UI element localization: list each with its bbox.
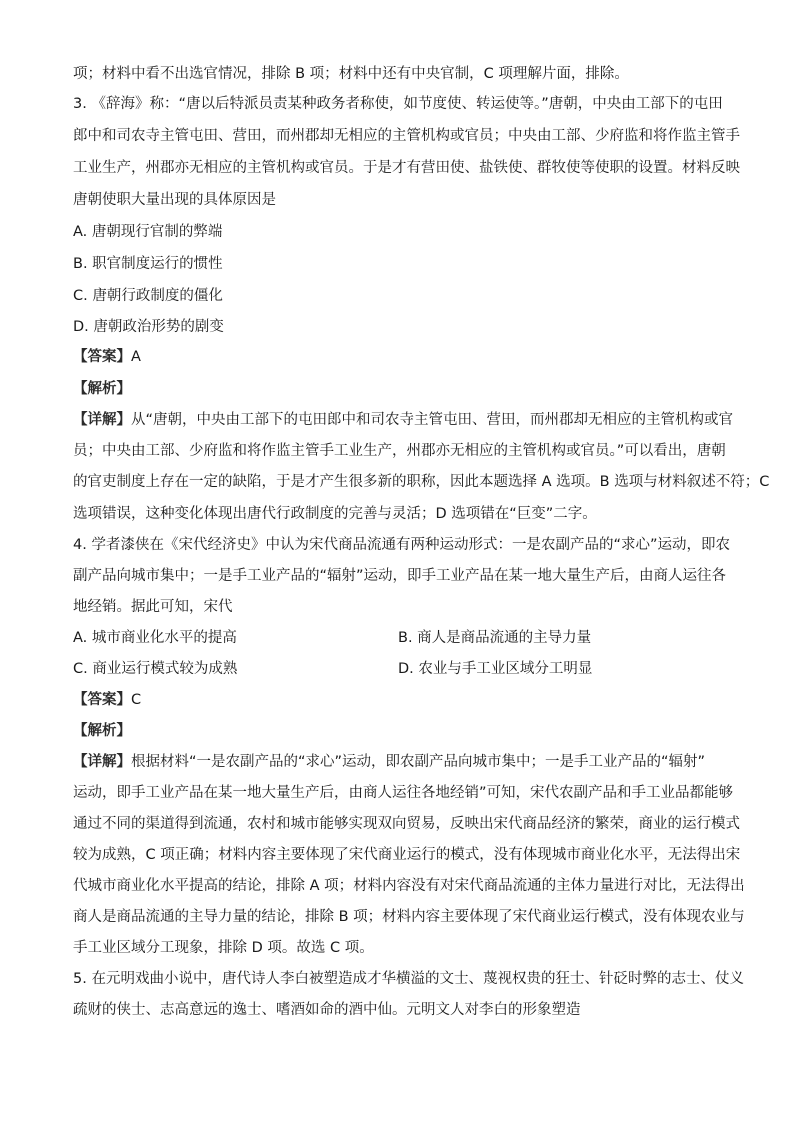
q3-option-a: A. 唐朝现行官制的弊端 bbox=[73, 224, 223, 240]
detail-label: 【详解】 bbox=[73, 754, 131, 770]
q5-stem-line-2: 疏财的侠士、志高意远的逸士、嗜酒如命的酒中仙。元明文人对李白的形象塑造 bbox=[73, 1002, 581, 1018]
q4-explanation-line-5: 代城市商业化水平提高的结论，排除 A 项；材料内容没有对宋代商品流通的主体力量进行对比，无法得出 bbox=[73, 878, 745, 894]
q3-stem-line-3: 工业生产，州郡亦无相应的主管机构或官员。于是才有营田使、盐铁使、群牧使等使职的设置。材料反映 bbox=[73, 160, 740, 176]
answer-label: 【答案】 bbox=[73, 692, 131, 708]
q3-explanation-line-4: 选项错误，这种变化体现出唐代行政制度的完善与灵活；D 选项错在“巨变”二字。 bbox=[73, 506, 597, 522]
q5-stem-line-1: 5. 在元明戏曲小说中，唐代诗人李白被塑造成才华横溢的文士、蔑视权贵的狂士、针砭时弊的志士、仗义 bbox=[73, 971, 744, 987]
q4-stem-line-3: 地经销。据此可知，宋代 bbox=[73, 599, 233, 615]
q4-explanation-line-7: 手工业区域分工现象，排除 D 项。故选 C 项。 bbox=[73, 940, 374, 956]
q3-option-d: D. 唐朝政治形势的剧变 bbox=[73, 319, 224, 335]
q4-option-a: A. 城市商业化水平的提高 bbox=[73, 630, 237, 646]
q3-stem-line-2: 郎中和司农寺主管屯田、营田，而州郡却无相应的主管机构或官员；中央由工部、少府监和将作监主管手 bbox=[73, 128, 740, 144]
q3-option-b: B. 职官制度运行的惯性 bbox=[73, 256, 223, 272]
q4-option-c: C. 商业运行模式较为成熟 bbox=[73, 661, 238, 677]
q4-explanation-line-2: 运动，即手工业产品在某一地大量生产后，由商人运往各地经销”可知，宋代农副产品和手工业品都能够 bbox=[73, 785, 734, 801]
q4-explanation-line-6: 商人是商品流通的主导力量的结论，排除 B 项；材料内容主要体现了宋代商业运行模式，没有体现农业与 bbox=[73, 909, 745, 925]
q4-explanation-line-1: 【详解】根据材料“一是农副产品的“求心”运动，即农副产品向城市集中；一是手工业产品的“辐射” bbox=[73, 754, 706, 770]
q3-explanation-line-3: 的官吏制度上存在一定的缺陷，于是才产生很多新的职称，因此本题选择 A 选项。B 选项与材料叙述不符；C bbox=[73, 474, 770, 490]
q4-explanation-line-4: 较为成熟，C 项正确；材料内容主要体现了宋代商业运行的模式，没有体现城市商业化水平，无法得出宋 bbox=[73, 847, 741, 863]
answer-value: C bbox=[131, 692, 142, 708]
q3-stem-line-4: 唐朝使职大量出现的具体原因是 bbox=[73, 192, 276, 208]
q4-option-b: B. 商人是商品流通的主导力量 bbox=[398, 630, 592, 646]
q3-stem-line-1: 3. 《辞海》称：“唐以后特派员责某种政务者称使，如节度使、转运使等。”唐朝，中央由工部下的屯田 bbox=[73, 96, 723, 112]
q4-stem-line-2: 副产品向城市集中；一是手工业产品的“辐射”运动，即手工业产品在某一地大量生产后，由商人运往各 bbox=[73, 568, 727, 584]
q3-answer bbox=[73, 347, 733, 367]
q3-analysis-heading: 【解析】 bbox=[73, 381, 131, 397]
prev-explanation-tail: 项；材料中看不出选官情况，排除 B 项；材料中还有中央官制，C 项理解片面，排除。 bbox=[73, 66, 629, 82]
q3-option-c: C. 唐朝行政制度的僵化 bbox=[73, 288, 223, 304]
detail-label: 【详解】 bbox=[73, 412, 131, 428]
answer-label: 【答案】 bbox=[73, 349, 131, 365]
q4-answer bbox=[73, 690, 733, 710]
q3-explanation-line-1: 【详解】从“唐朝，中央由工部下的屯田郎中和司农寺主管屯田、营田，而州郡却无相应的主管机构或官 bbox=[73, 412, 734, 428]
answer-value: A bbox=[131, 349, 141, 365]
q4-option-d: D. 农业与手工业区域分工明显 bbox=[398, 661, 593, 677]
q4-explanation-line-3: 通过不同的渠道得到流通，农村和城市能够实现双向贸易，反映出宋代商品经济的繁荣，商业的运行模式 bbox=[73, 816, 740, 832]
q4-analysis-heading: 【解析】 bbox=[73, 723, 131, 739]
q3-explanation-line-2: 员；中央由工部、少府监和将作监主管手工业生产，州郡亦无相应的主管机构或官员。”可以看出，唐朝 bbox=[73, 443, 726, 459]
q4-stem-line-1: 4. 学者漆侠在《宋代经济史》中认为宋代商品流通有两种运动形式：一是农副产品的“求心”运动，即农 bbox=[73, 537, 730, 553]
